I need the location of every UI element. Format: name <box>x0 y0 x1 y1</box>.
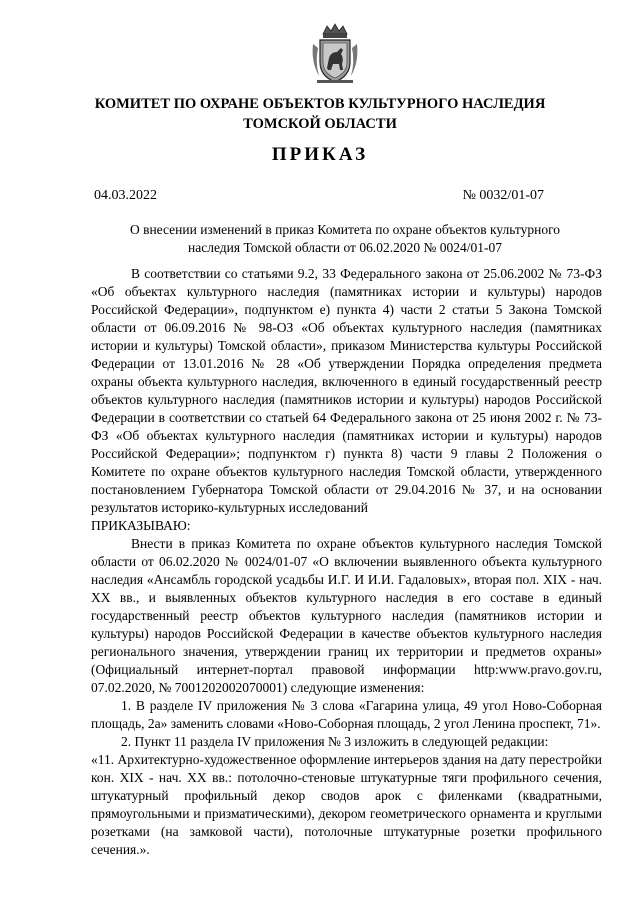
organization-name-line2: ТОМСКОЙ ОБЛАСТИ <box>243 116 397 132</box>
document-date: 04.03.2022 <box>94 188 157 203</box>
document-body <box>91 265 602 859</box>
item-2-paragraph: 2. Пункт 11 раздела IV приложения № 3 изложить в следующей редакции: <box>121 734 549 749</box>
tomsk-coat-of-arms-icon <box>309 22 361 86</box>
organization-name <box>60 94 580 134</box>
subject-line1: О внесении изменений в приказ Комитета по охране объектов культурного <box>129 222 561 237</box>
preamble-paragraph: В соответствии со статьями 9.2, 33 Федерального закона от 25.06.2002 № 73-ФЗ «Об объектах культурного наследия (памятниках истории и культуры) народов Российской Федерации», подпунктом е) пункта 4) части 2 статьи 5 Закона Томской области от 06.09.2016 № 98-ОЗ «Об объектах культурного наследия (памятниках истории и культуры) Томской области», приказом Министерства культуры Российской Федерации от 13.01.2016 № 28 «Об утверждении Порядка определения предмета охраны объекта культурного наследия, включенного в единый государственный реестр объектов культурного наследия (памятников истории и культуры) народов Российской Федерации в соответствии со статьей 64 Федерального закона от 25 июня 2002 г. № 73-ФЗ «Об объектах культурного наследия (памятниках истории и культуры) народов Российской Федерации»; подпунктом г) пункта 8) части 9 главы 2 Положения о Комитете по охране объектов культурного наследия Томской области, утвержденного постановлением Губернатора Томской области от 29.04.2016 № 37, и на основании результатов историко-культурных исследований <box>91 266 602 515</box>
item-1-paragraph: 1. В разделе IV приложения № 3 слова «Гагарина улица, 49 угол Ново-Соборная площадь, 2а» заменить словами «Ново-Соборная площадь, 2 угол Ленина проспект, 71». <box>91 698 602 731</box>
item-2-text-paragraph: «11. Архитектурно-художественное оформление интерьеров здания на дату перестройки кон. XIX - нач. XX вв.: потолочно-стеновые штукатурные тяги профильного сечения, штукатурный профильный декор сводов арок с филенками (квадратными, прямоугольными и призматическими), декором геометрического орнамента и круглыми розетками (на замковой части), потолочные штукатурные розетки профильного сечения.». <box>91 752 602 857</box>
subject-line2: наследия Томской области от 06.02.2020 № 0024/01-07 <box>188 240 502 255</box>
order-word: ПРИКАЗЫВАЮ: <box>91 518 191 533</box>
organization-name-line1: КОМИТЕТ ПО ОХРАНЕ ОБЪЕКТОВ КУЛЬТУРНОГО НАСЛЕДИЯ <box>94 96 546 112</box>
main-paragraph: Внести в приказ Комитета по охране объектов культурного наследия Томской области от 06.02.2020 № 0024/01-07 «О включении выявленного объекта культурного наследия «Ансамбль городской усадьбы И.Г. И И.И. Гадаловых», вторая пол. XIX - нач. XX вв., и выявленных объектов культурного наследия в его составе в единый государственный реестр объектов культурного наследия (памятников истории и культуры) народов Российской Федерации в качестве объектов культурного наследия регионального значения, утверждении границ их территории и предметов охраны» (Официальный интернет-портал правовой информации http:www.pravo.gov.ru, 07.02.2020, № 7001202002070001) следующие изменения: <box>91 536 602 695</box>
document-number: № 0032/01-07 <box>462 188 544 203</box>
document-subject <box>110 221 580 257</box>
document-type: ПРИКАЗ <box>271 144 369 165</box>
